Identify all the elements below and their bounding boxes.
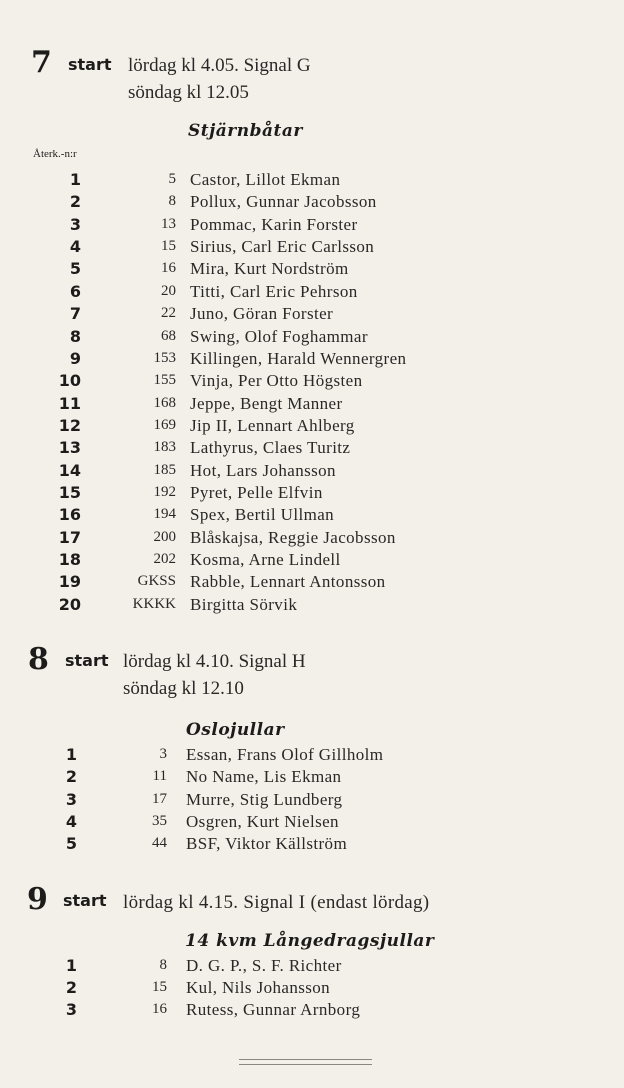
result-row	[0, 416, 624, 438]
return-number: 1	[69, 170, 81, 189]
return-number: 2	[65, 767, 77, 787]
return-number: 2	[65, 978, 77, 997]
sail-number: 44	[152, 835, 167, 851]
schedule-sunday-7: söndag kl 12.05	[128, 82, 249, 103]
return-number: 10	[58, 371, 81, 391]
return-number: 4	[69, 237, 81, 257]
start-label-8: start	[65, 651, 109, 670]
boat-and-skipper: Essan, Frans Olof Gillholm	[186, 745, 384, 764]
sail-number: 11	[152, 768, 167, 785]
result-row	[0, 282, 624, 304]
result-row	[0, 956, 624, 978]
start-label-7: start	[68, 55, 112, 74]
result-row	[0, 461, 624, 483]
boat-and-skipper: Castor, Lillot Ekman	[190, 170, 341, 189]
start-label-9: start	[63, 891, 107, 910]
result-row	[0, 812, 624, 834]
return-number: 18	[58, 550, 81, 569]
return-number: 5	[69, 259, 81, 279]
sail-number: 22	[161, 305, 176, 322]
return-number: 2	[69, 192, 81, 212]
boat-and-skipper: Osgren, Kurt Nielsen	[186, 811, 339, 831]
result-row	[0, 170, 624, 192]
sail-number: 194	[153, 506, 176, 523]
return-number: 1	[65, 956, 77, 975]
return-number: 16	[58, 505, 81, 525]
boat-and-skipper: No Name, Lis Ekman	[186, 767, 342, 787]
class-title-8: Oslojullar	[186, 720, 285, 740]
sail-number: KKKK	[132, 595, 176, 612]
sail-number: 192	[153, 483, 176, 500]
boat-and-skipper: Pollux, Gunnar Jacobsson	[190, 192, 377, 212]
result-row	[0, 834, 624, 856]
sail-number: 169	[153, 416, 176, 433]
result-row	[0, 528, 624, 550]
boat-and-skipper: Rutess, Gunnar Arnborg	[186, 1000, 361, 1019]
result-row	[0, 438, 624, 460]
return-number: 7	[69, 304, 81, 324]
result-row	[0, 237, 624, 259]
sail-number: 185	[153, 461, 176, 478]
return-number: 15	[58, 482, 81, 502]
return-number: 4	[65, 811, 77, 831]
boat-and-skipper: Juno, Göran Forster	[190, 304, 334, 324]
result-row	[0, 215, 624, 237]
boat-and-skipper: Jeppe, Bengt Manner	[190, 393, 343, 413]
start-number-8: 8	[28, 642, 49, 677]
boat-and-skipper: Birgitta Sörvik	[190, 594, 298, 614]
result-row	[0, 349, 624, 371]
boat-and-skipper: Pommac, Karin Forster	[190, 214, 358, 234]
sail-number: 155	[153, 372, 176, 389]
result-row	[0, 767, 624, 789]
sail-number: 168	[153, 394, 176, 411]
column-header-return-number: Återk.-n:r	[33, 148, 77, 160]
return-number: 3	[69, 214, 81, 234]
result-row	[0, 304, 624, 326]
boat-and-skipper: D. G. P., S. F. Richter	[186, 956, 342, 975]
result-row	[0, 327, 624, 349]
result-row	[0, 978, 624, 1000]
boat-and-skipper: Mira, Kurt Nordström	[190, 259, 349, 279]
return-number: 11	[58, 393, 81, 413]
boat-and-skipper: Blåskajsa, Reggie Jacobsson	[190, 527, 396, 547]
return-number: 5	[65, 834, 77, 853]
sail-number: 183	[153, 439, 176, 456]
boat-and-skipper: Pyret, Pelle Elfvin	[190, 482, 323, 502]
boat-and-skipper: Lathyrus, Claes Turitz	[190, 438, 351, 458]
schedule-sunday-8: söndag kl 12.10	[123, 678, 244, 699]
return-number: 3	[65, 1000, 77, 1019]
result-row	[0, 394, 624, 416]
sail-number: 8	[168, 193, 176, 210]
sail-number: 153	[153, 349, 176, 366]
boat-and-skipper: Rabble, Lennart Antonsson	[190, 572, 386, 592]
boat-and-skipper: BSF, Viktor Källström	[186, 834, 348, 853]
boat-and-skipper: Spex, Bertil Ullman	[190, 505, 335, 525]
result-row	[0, 550, 624, 572]
boat-and-skipper: Kosma, Arne Lindell	[190, 550, 341, 569]
result-row	[0, 192, 624, 214]
return-number: 3	[65, 789, 77, 809]
result-row	[0, 505, 624, 527]
boat-and-skipper: Sirius, Carl Eric Carlsson	[190, 237, 375, 257]
divider-rule-top	[239, 1059, 372, 1060]
sail-number: 35	[152, 812, 167, 829]
result-row	[0, 572, 624, 594]
return-number: 19	[58, 572, 81, 592]
schedule-saturday-9: lördag kl 4.15. Signal I (endast lördag)	[123, 892, 430, 913]
sail-number: 5	[168, 171, 176, 187]
result-row	[0, 1000, 624, 1022]
return-number: 6	[69, 281, 81, 301]
return-number: 8	[69, 326, 81, 346]
boat-and-skipper: Titti, Carl Eric Pehrson	[190, 281, 358, 301]
sail-number: GKSS	[137, 573, 176, 590]
return-number: 17	[58, 527, 81, 547]
boat-and-skipper: Hot, Lars Johansson	[190, 460, 336, 480]
start-number-7: 7	[31, 45, 52, 80]
result-row	[0, 259, 624, 281]
result-row	[0, 790, 624, 812]
result-row	[0, 595, 624, 617]
boat-and-skipper: Killingen, Harald Wennergren	[190, 348, 407, 368]
sail-number: 20	[161, 282, 176, 299]
return-number: 1	[65, 745, 77, 764]
class-title-9: 14 kvm Långedragsjullar	[185, 931, 435, 951]
return-number: 14	[58, 460, 81, 480]
boat-and-skipper: Vinja, Per Otto Högsten	[190, 371, 363, 391]
sail-number: 68	[161, 327, 176, 344]
return-number: 20	[58, 594, 81, 614]
sail-number: 202	[153, 551, 176, 567]
class-title-7: Stjärnbåtar	[188, 121, 303, 141]
sail-number: 17	[152, 790, 167, 807]
boat-and-skipper: Murre, Stig Lundberg	[186, 789, 343, 809]
return-number: 9	[69, 348, 81, 368]
boat-and-skipper: Jip II, Lennart Ahlberg	[190, 415, 355, 435]
sail-number: 15	[152, 979, 167, 995]
sail-number: 16	[161, 260, 176, 277]
result-row	[0, 371, 624, 393]
sail-number: 13	[161, 215, 176, 232]
boat-and-skipper: Kul, Nils Johansson	[186, 978, 331, 997]
sail-number: 15	[161, 238, 176, 255]
divider-rule-bottom	[239, 1064, 372, 1065]
sail-number: 200	[153, 528, 176, 545]
return-number: 12	[58, 415, 81, 435]
sail-number: 16	[152, 1001, 167, 1017]
sail-number: 3	[159, 746, 167, 762]
boat-and-skipper: Swing, Olof Foghammar	[190, 326, 368, 346]
schedule-saturday-8: lördag kl 4.10. Signal H	[123, 651, 306, 672]
sail-number: 8	[159, 957, 167, 973]
return-number: 13	[58, 438, 81, 458]
result-row	[0, 483, 624, 505]
schedule-saturday-7: lördag kl 4.05. Signal G	[128, 55, 311, 76]
result-row	[0, 745, 624, 767]
start-number-9: 9	[27, 882, 48, 917]
